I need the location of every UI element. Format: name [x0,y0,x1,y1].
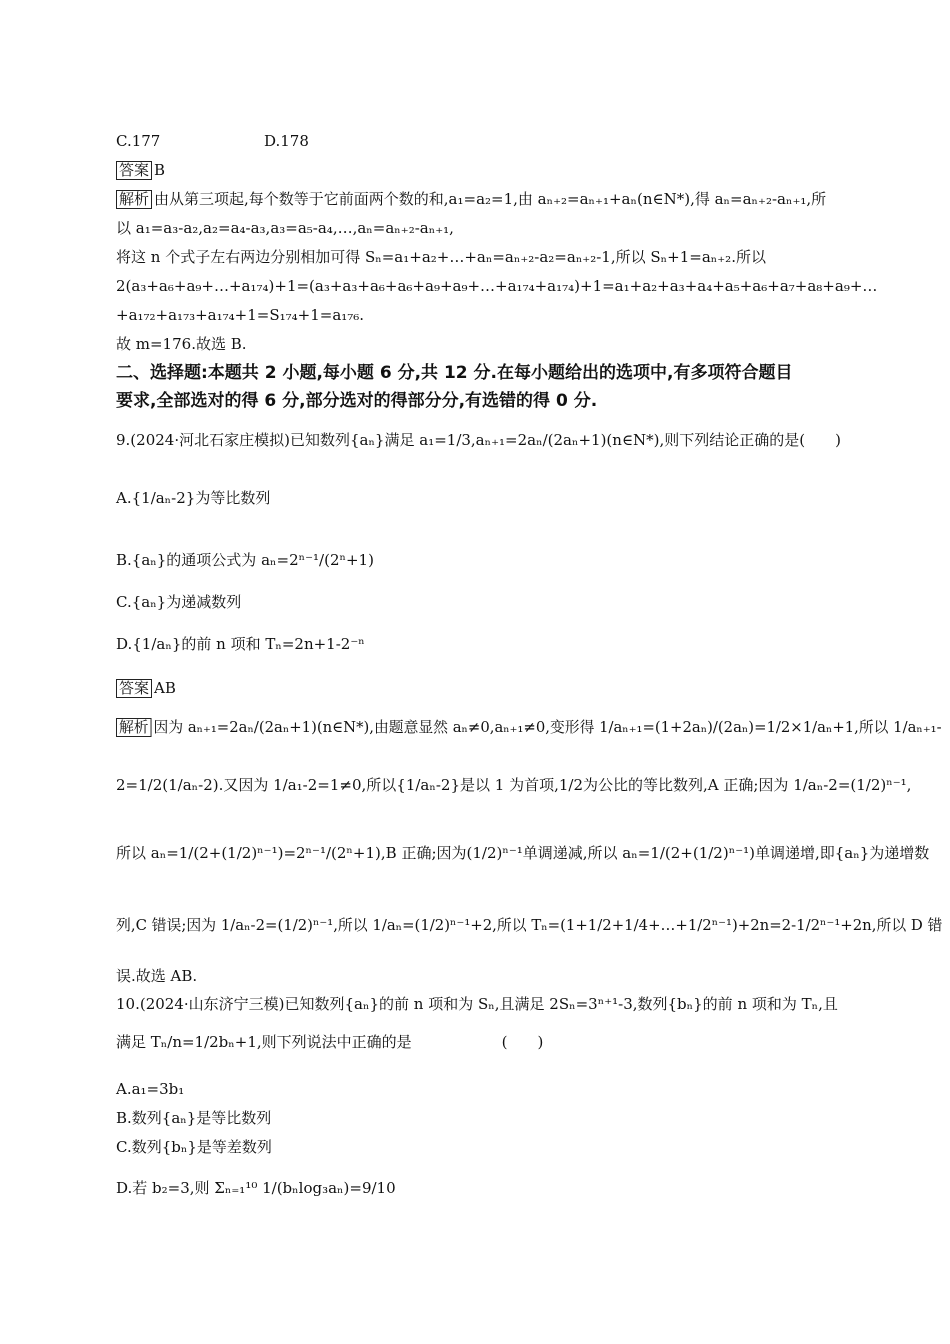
q9-solution-line-1 [116,717,942,737]
answer-text: B [154,161,166,179]
q8-option-c: C.177 [116,132,161,150]
section-heading-line-1: 二、选择题:本题共 2 小题,每小题 6 分,共 12 分.在每小题给出的选项中,有多项符合题目 [116,363,793,383]
q8-answer [116,160,165,180]
solution-tag: 解析 [116,718,152,737]
q9-option-c: C.{aₙ}为递减数列 [116,593,242,611]
q9-solution-line-5: 误.故选 AB. [116,967,198,985]
q8-solution-line-2: 以 a₁=a₃-a₂,a₂=a₄-a₃,a₃=a₅-a₄,…,aₙ=aₙ₊₂-aₙ₊₁, [116,219,454,237]
q10-stem-line-1: 10.(2024·山东济宁三模)已知数列{aₙ}的前 n 项和为 Sₙ,且满足 2Sₙ=3ⁿ⁺¹-3,数列{bₙ}的前 n 项和为 Tₙ,且 [116,995,838,1013]
q9-stem: 9.(2024·河北石家庄模拟)已知数列{aₙ}满足 a₁=1/3,aₙ₊₁=2aₙ/(2aₙ+1)(n∈N*),则下列结论正确的是( ) [116,431,841,449]
solution-text: 由从第三项起,每个数等于它前面两个数的和,a₁=a₂=1,由 aₙ₊₂=aₙ₊₁+aₙ(n∈N*),得 aₙ=aₙ₊₂-aₙ₊₁,所 [154,190,827,208]
section-heading-line-2: 要求,全部选对的得 6 分,部分选对的得部分分,有选错的得 0 分. [116,391,598,411]
q8-solution-line-5: +a₁₇₂+a₁₇₃+a₁₇₄+1=S₁₇₄+1=a₁₇₆. [116,306,365,324]
q10-option-a: A.a₁=3b₁ [116,1080,185,1098]
solution-text: 因为 aₙ₊₁=2aₙ/(2aₙ+1)(n∈N*),由题意显然 aₙ≠0,aₙ₊₁≠0,变形得 1/aₙ₊₁=(1+2aₙ)/(2aₙ)=1/2×1/aₙ+1,所以 1/aₙ₊₁- [153,718,942,736]
q9-solution-line-3: 所以 aₙ=1/(2+(1/2)ⁿ⁻¹)=2ⁿ⁻¹/(2ⁿ+1),B 正确;因为(1/2)ⁿ⁻¹单调递减,所以 aₙ=1/(2+(1/2)ⁿ⁻¹)单调递增,即{aₙ}为递增数 [116,844,930,862]
solution-tag: 解析 [116,190,152,209]
q9-solution-line-4: 列,C 错误;因为 1/aₙ-2=(1/2)ⁿ⁻¹,所以 1/aₙ=(1/2)ⁿ⁻¹+2,所以 Tₙ=(1+1/2+1/4+…+1/2ⁿ⁻¹)+2n=2-1/2ⁿ⁻¹+2n,所以 D 错 [116,916,943,934]
q9-solution-line-2: 2=1/2(1/aₙ-2).又因为 1/a₁-2=1≠0,所以{1/aₙ-2}是以 1 为首项,1/2为公比的等比数列,A 正确;因为 1/aₙ-2=(1/2)ⁿ⁻¹, [116,776,912,794]
q8-solution-line-4: 2(a₃+a₆+a₉+…+a₁₇₄)+1=(a₃+a₃+a₆+a₆+a₉+a₉+…+a₁₇₄+a₁₇₄)+1=a₁+a₂+a₃+a₄+a₅+a₆+a₇+a₈+a₉+… [116,277,878,295]
q8-solution-line-3: 将这 n 个式子左右两边分别相加可得 Sₙ=a₁+a₂+…+aₙ=aₙ₊₂-a₂=aₙ₊₂-1,所以 Sₙ+1=aₙ₊₂.所以 [116,248,766,266]
q8-solution-line-6: 故 m=176.故选 B. [116,335,247,353]
q10-option-c: C.数列{bₙ}是等差数列 [116,1138,272,1156]
answer-text: AB [154,679,176,697]
q10-option-b: B.数列{aₙ}是等比数列 [116,1109,272,1127]
q8-solution-line-1 [116,189,826,209]
q9-option-a: A.{1/aₙ-2}为等比数列 [116,489,271,507]
answer-tag: 答案 [116,161,152,180]
q10-stem-line-2: 满足 Tₙ/n=1/2bₙ+1,则下列说法中正确的是 ( ) [116,1033,544,1051]
q9-answer [116,678,176,698]
q9-option-d: D.{1/aₙ}的前 n 项和 Tₙ=2n+1-2⁻ⁿ [116,635,365,653]
answer-tag: 答案 [116,679,152,698]
q9-option-b: B.{aₙ}的通项公式为 aₙ=2ⁿ⁻¹/(2ⁿ+1) [116,551,374,569]
q10-option-d: D.若 b₂=3,则 Σₙ₌₁¹⁰ 1/(bₙlog₃aₙ)=9/10 [116,1179,396,1197]
q8-option-d: D.178 [264,132,309,150]
